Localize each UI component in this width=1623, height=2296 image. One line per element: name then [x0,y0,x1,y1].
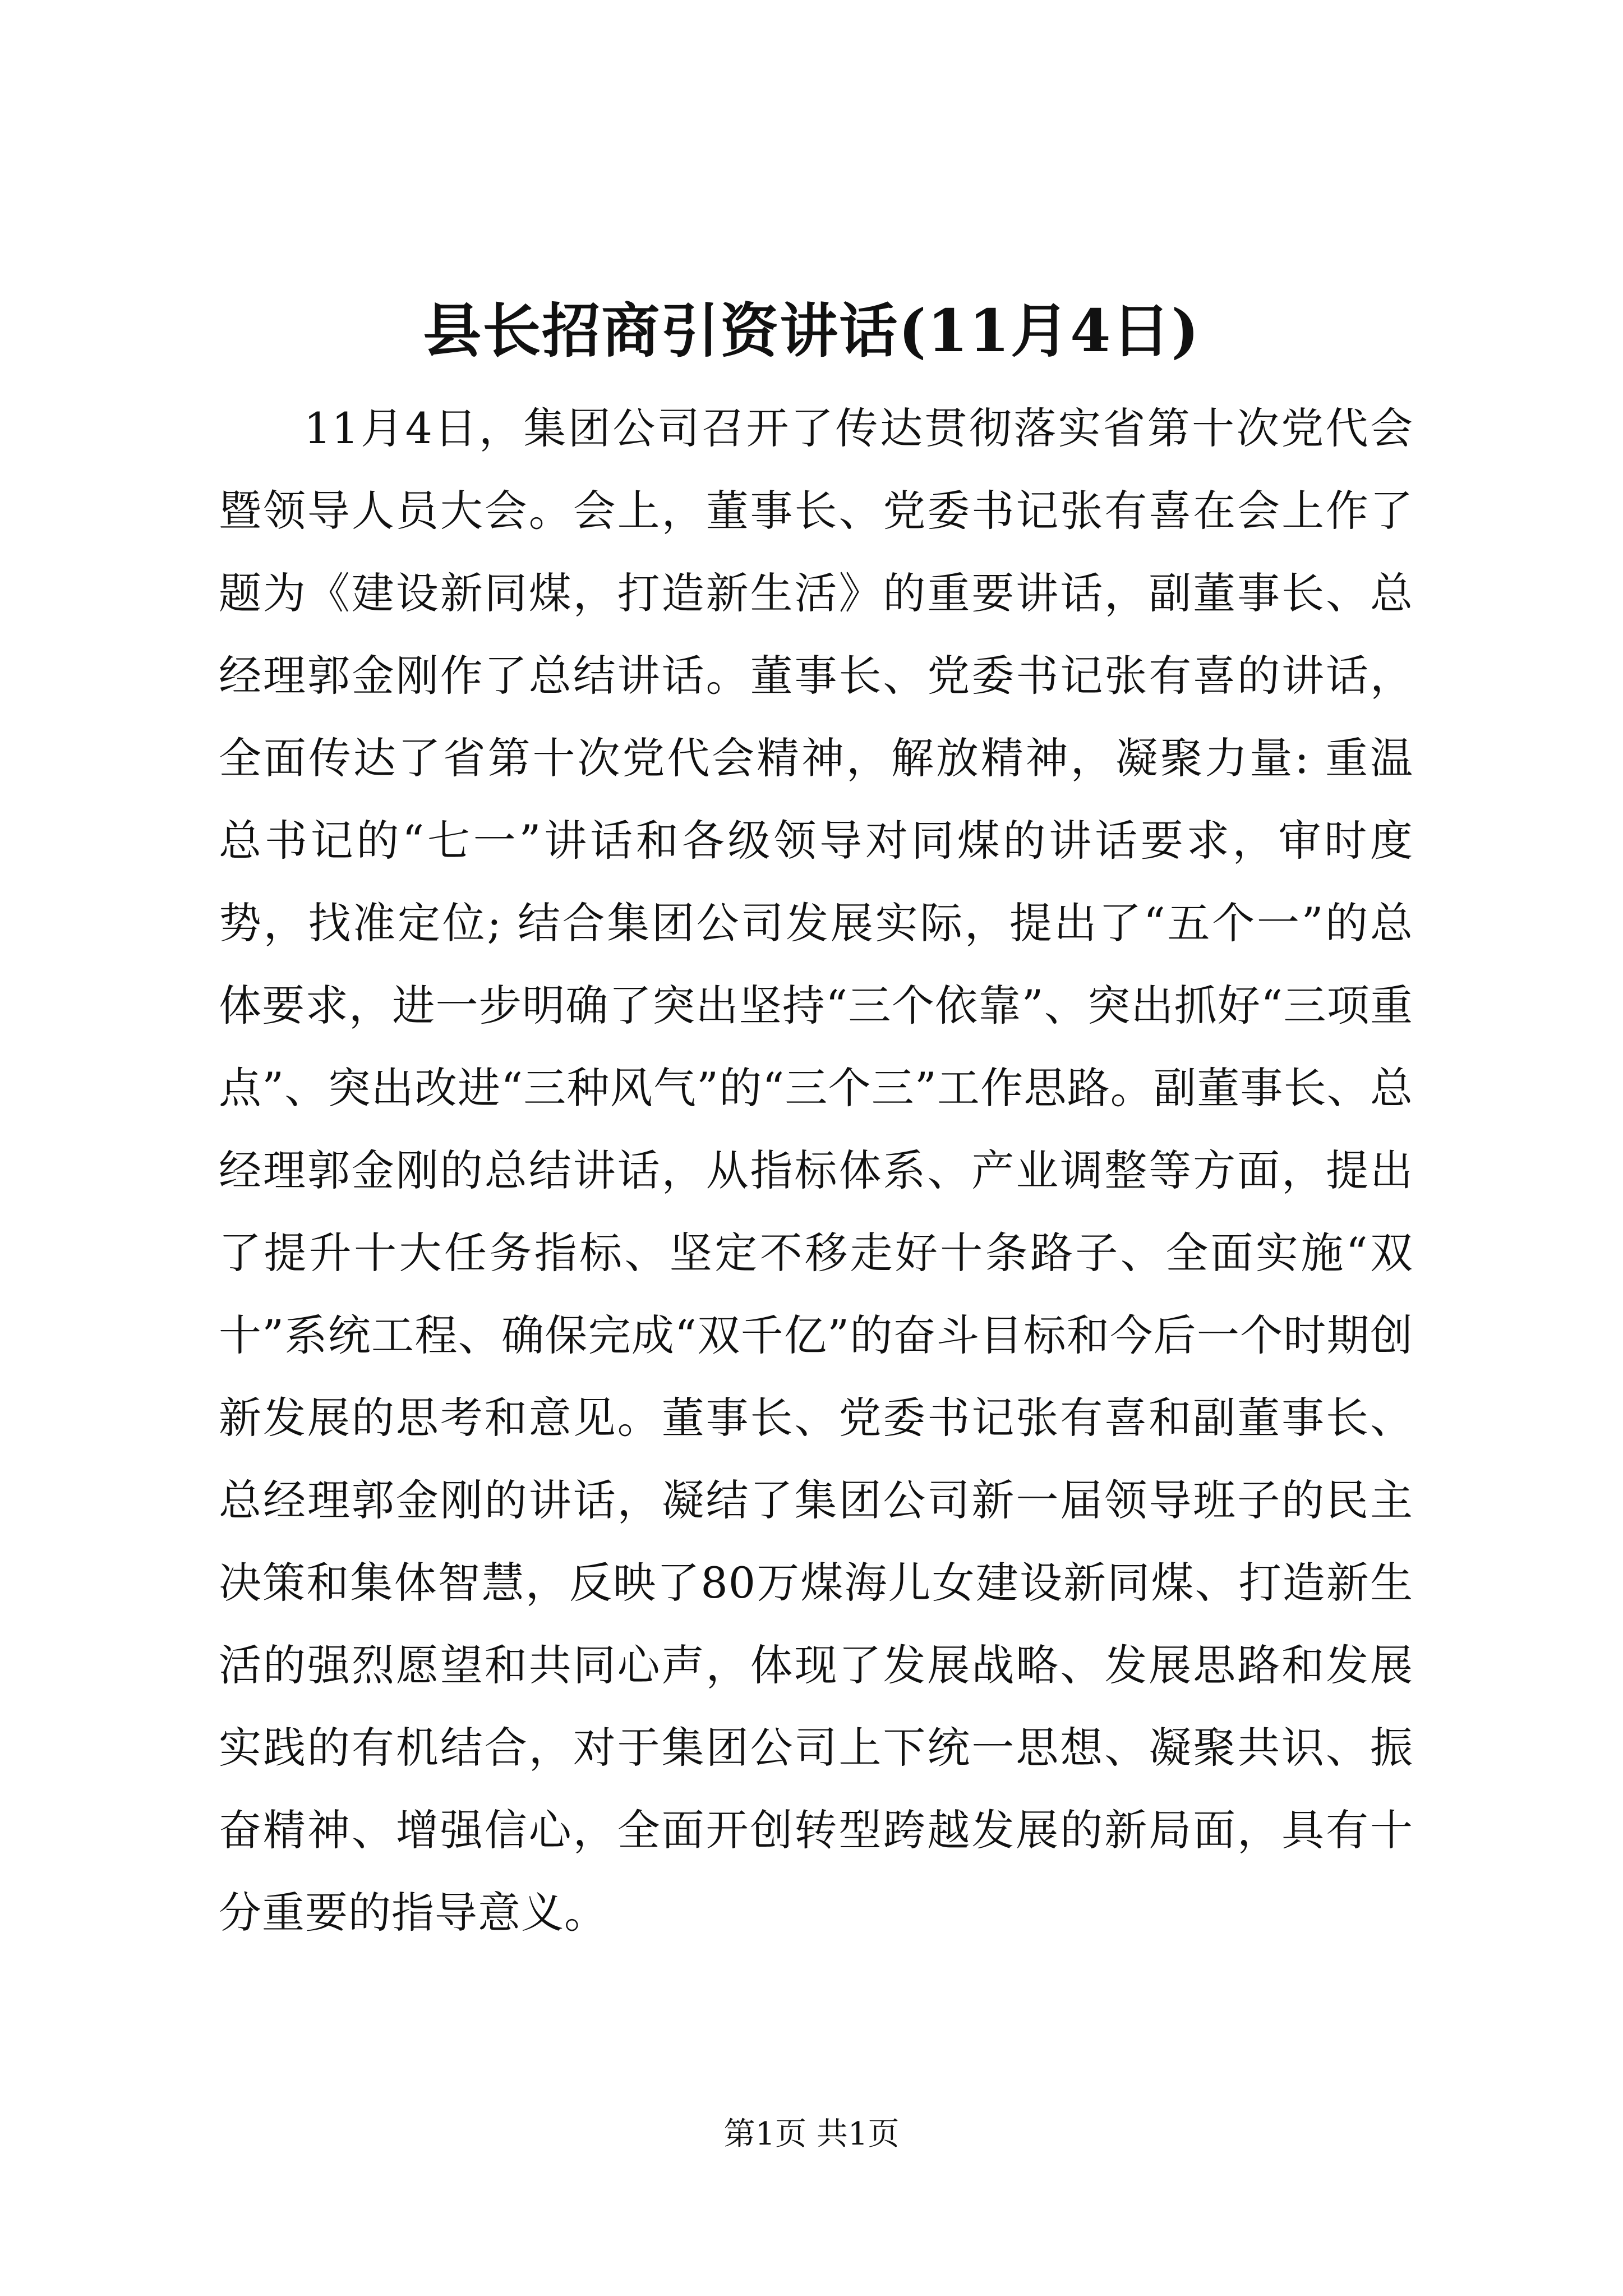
page-number-footer: 第1页 共1页 [723,2116,900,2152]
document-title: 县长招商引资讲话(11月4日) [423,296,1200,365]
document-body-paragraph: 11月4日，集团公司召开了传达贯彻落实省第十次党代会暨领导人员大会。会上，董事长、党委书记张有喜在会上作了题为《建设新同煤，打造新生活》的重要讲话，副董事长、总经理郭金刚作了总结讲话。董事长、党委书记张有喜的讲话，全面传达了省第十次党代会精神，解放精神，凝聚力量: 重温总书记的“七一”讲话和各级领导对同煤的讲话要求，审时度势，找准定位; 结合集团公司发展实际，提出了“五个一”的总体要求，进一步明确了突出坚持“三个依靠”、突出抓好“三项重点”、突出改进“三种风气”的“三个三”工作思路。副董事长、总经理郭金刚的总结讲话，从指标体系、产业调整等方面，提出了提升十大任务指标、坚定不移走好十条路子、全面实施“双十”系统工程、确保完成“双千亿”的奋斗目标和今后一个时期创新发展的思考和意见。董事长、党委书记张有喜和副董事长、总经理郭金刚的讲话，凝结了集团公司新一届领导班子的民主决策和集体智慧，反映了80万煤海儿女建设新同煤、打造新生活的强烈愿望和共同心声，体现了发展战略、发展思路和发展实践的有机结合，对于集团公司上下统一思想、凝聚共识、振奋精神、增强信心，全面开创转型跨越发展的新局面，具有十分重要的指导意义。 [219,403,1413,1938]
